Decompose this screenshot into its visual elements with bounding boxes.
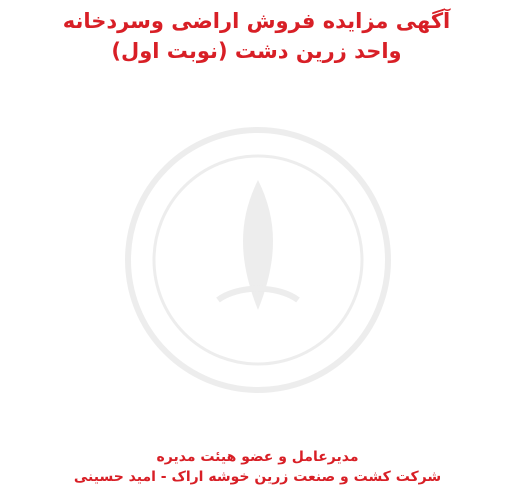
notice-title-line-2: واحد زرین دشت (نوبت اول)	[111, 39, 402, 63]
signature-title: مدیرعامل و عضو هیئت مدیره	[156, 449, 359, 465]
notice-title-line-1: آگهی مزایده فروش اراضی وسردخانه	[62, 9, 451, 33]
signature-company-name: شرکت کشت و صنعت زرین خوشه اراک - امید حسینی	[73, 469, 442, 485]
notice-body	[12, 76, 501, 420]
signature-block	[0, 447, 515, 487]
